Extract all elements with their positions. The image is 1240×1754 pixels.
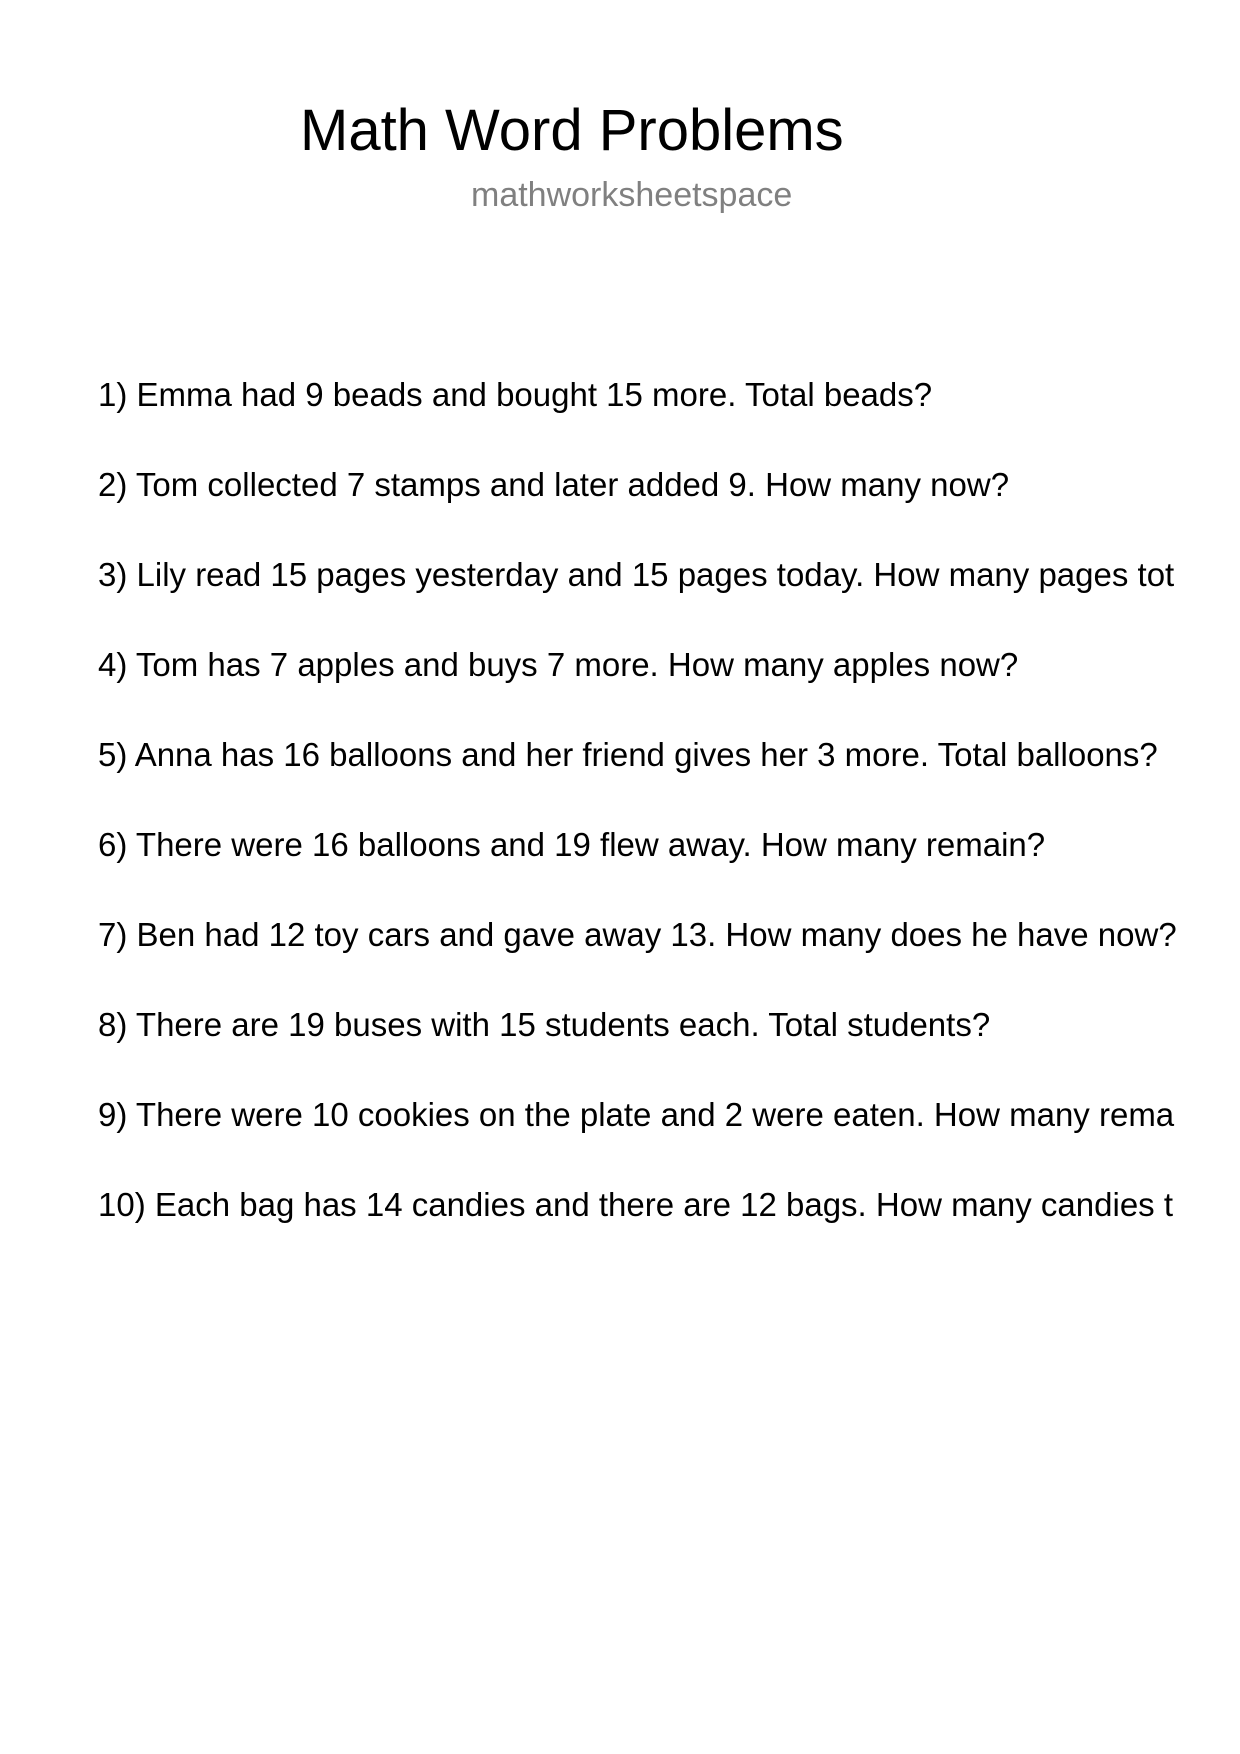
page-title: Math Word Problems: [300, 98, 844, 163]
problem-item-3: 3) Lily read 15 pages yesterday and 15 pages today. How many pages tot: [98, 556, 1175, 593]
problem-item-2: 2) Tom collected 7 stamps and later added 9. How many now?: [98, 466, 1010, 503]
problem-item-5: 5) Anna has 16 balloons and her friend gives her 3 more. Total balloons?: [98, 736, 1158, 773]
problem-item-4: 4) Tom has 7 apples and buys 7 more. How many apples now?: [98, 646, 1019, 683]
problem-item-6: 6) There were 16 balloons and 19 flew away. How many remain?: [98, 826, 1046, 863]
problem-item-10: 10) Each bag has 14 candies and there are 12 bags. How many candies t: [98, 1186, 1174, 1223]
problem-item-1: 1) Emma had 9 beads and bought 15 more. Total beads?: [98, 376, 933, 413]
problem-item-9: 9) There were 10 cookies on the plate and 2 were eaten. How many rema: [98, 1096, 1175, 1133]
page-subtitle: mathworksheetspace: [471, 176, 793, 214]
problem-list: [98, 350, 1177, 1250]
problem-item-8: 8) There are 19 buses with 15 students each. Total students?: [98, 1006, 991, 1043]
problem-item-7: 7) Ben had 12 toy cars and gave away 13. How many does he have now?: [98, 916, 1177, 953]
